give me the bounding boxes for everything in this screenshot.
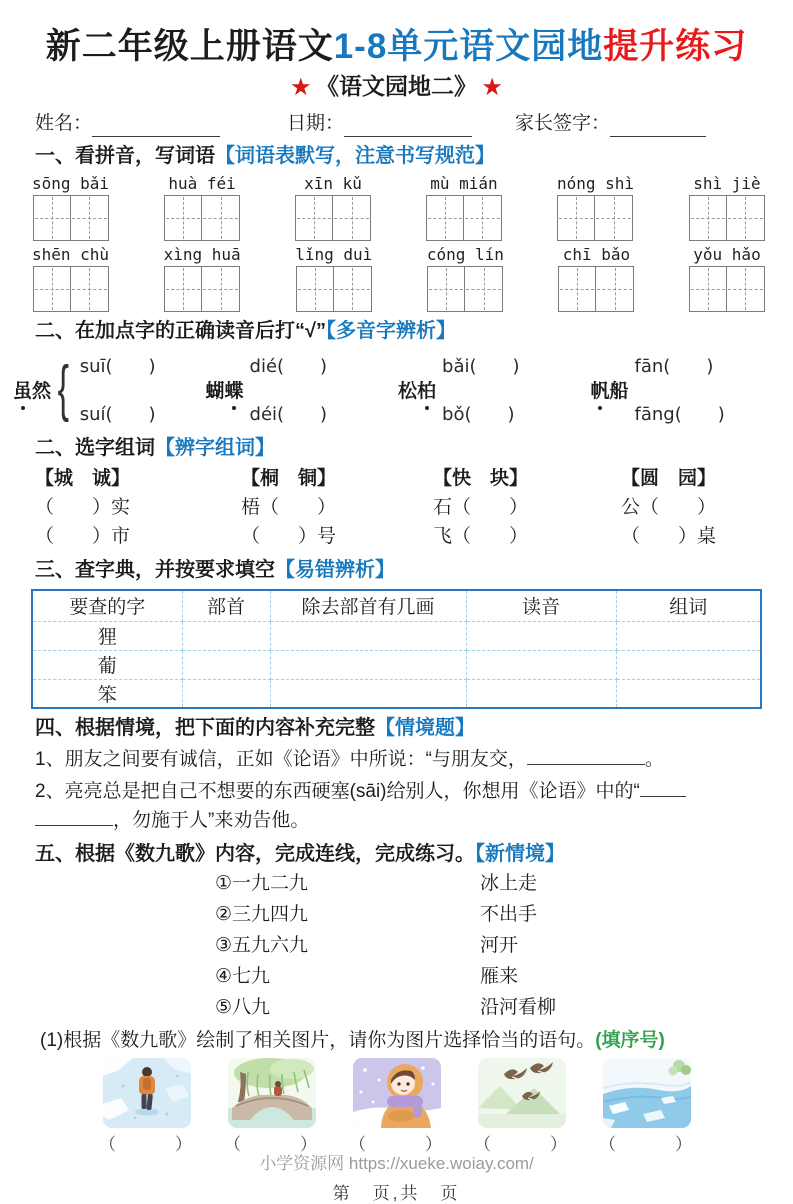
char: 船 [609,380,629,402]
pinyin-group [32,244,109,312]
section2-heading [35,318,758,345]
title-blue: 1-8单元语文园地 [333,27,604,66]
table-cell [616,679,761,708]
match-left-item: ④七九 [215,966,271,987]
table-row [32,621,761,650]
match-left-item: ⑤八九 [215,997,271,1018]
picture-cell [224,1058,319,1155]
dotted-char: 帆 [591,376,610,403]
name-blank-line [92,115,220,137]
section1-heading-text: 一、看拼音，写词语 [35,145,215,167]
table-row [32,650,761,679]
subquestion-1 [40,1027,773,1054]
pinyin-group [557,173,634,241]
match-right-item: 河开 [480,935,519,956]
writing-box [296,266,334,312]
polyphone-word [591,376,629,403]
writing-box [689,195,727,241]
match-row [215,899,793,930]
picture-answer-blank: （ ） [599,1135,694,1154]
match-row [215,868,793,899]
polyphone-word [398,376,436,403]
star-icon: ★ [291,76,311,99]
writing-grid [164,195,240,241]
pinyin-label: xīn kǔ [304,174,362,193]
writing-grid [689,195,765,241]
question-text: 2、亮亮总是把自己不想要的东西硬塞(sāi)给别人，你想用《论语》中的“ [35,781,640,802]
table-cell [270,621,466,650]
word-blank: （ ）市 [35,526,131,547]
match-row [215,992,793,1023]
section3-heading [35,435,758,462]
table-cell [466,679,616,708]
writing-grid [427,266,503,312]
table-cell [182,679,270,708]
writing-box [202,195,240,241]
table-header-row [32,590,761,621]
char: 松 [398,380,418,402]
word-blank: 公（ ） [621,497,717,518]
willow-bridge-image [228,1058,316,1128]
word-blank: （ ）桌 [621,526,717,547]
table-cell [182,621,270,650]
table-cell [270,679,466,708]
pinyin-label: shì jiè [693,174,761,193]
signature-field [515,111,758,137]
section3-tag: 【辨字组词】 [155,437,275,459]
dictionary-table [31,589,762,709]
answer-blank-line [640,777,686,797]
pinyin-row-2 [0,244,793,312]
writing-box [727,195,765,241]
writing-box [557,195,595,241]
section1-heading [35,143,758,170]
match-left-item: ①一九二九 [215,873,309,894]
picture-answer-blank: （ ） [99,1135,194,1154]
header-fields [35,111,758,137]
table-row [32,679,761,708]
picture-row [0,1058,793,1155]
picture-cell [349,1058,444,1155]
character-pair: 【圆 园】 [621,468,717,489]
section2-heading-text: 二、在加点字的正确读音后打“√” [35,320,326,342]
pinyin-group [689,173,765,241]
pinyin-group [164,173,240,241]
word-blank: 石（ ） [433,497,529,518]
pinyin-row-1 [0,173,793,241]
picture-cell [599,1058,694,1155]
writing-box [164,266,202,312]
pinyin-group [689,244,765,312]
match-row [215,961,793,992]
table-cell [466,621,616,650]
dotted-char: 蝶 [225,376,244,403]
question-1 [35,745,758,774]
pronunciation-options [635,352,725,426]
section4-heading-text: 三、查字典，并按要求填空 [35,559,275,581]
picture-answer-blank: （ ） [224,1135,319,1154]
date-blank-line [344,115,472,137]
unit-subtitle [0,72,793,103]
geese-flying-image [478,1058,566,1128]
word-blank: 飞（ ） [433,526,529,547]
pinyin-label: lǐng duì [295,245,373,264]
polyphone-item [206,349,399,429]
polyphone-exercise [13,349,783,429]
writing-box [71,195,109,241]
section6-tag: 【新情境】 [475,843,565,865]
column-header: 组词 [616,590,761,621]
writing-box [33,266,71,312]
pronunciation-option: bǒ( ) [442,404,515,425]
pronunciation-option: suī( ) [79,356,156,377]
picture-answer-blank: （ ） [474,1135,569,1154]
question-text: ，勿施于人”来劝告他。 [113,810,310,831]
brace-glyph: { [57,354,70,423]
writing-box [33,195,71,241]
polyphone-word [206,376,244,403]
table-cell [466,650,616,679]
word-blank: 梧（ ） [241,497,337,518]
writing-grid [33,195,109,241]
writing-grid [557,195,633,241]
char: 然 [32,380,52,402]
polyphone-item [398,349,591,429]
writing-box [427,266,465,312]
polyphone-word [13,376,51,403]
pronunciation-options [442,352,520,426]
dotted-char: 虽 [13,376,32,403]
pronunciation-option: dié( ) [249,356,328,377]
writing-box [71,266,109,312]
word-blank: （ ）实 [35,497,131,518]
name-field [35,111,287,137]
writing-box [426,195,464,241]
answer-blank-line [527,745,645,765]
polyphone-item [13,349,206,429]
picture-cell [99,1058,194,1155]
title-red: 提升练习 [603,27,748,66]
pinyin-label: huà féi [168,174,236,193]
subquestion-text: (1)根据《数九歌》绘制了相关图片，请你为图片选择恰当的语句。 [40,1030,596,1051]
pronunciation-option: fān( ) [634,356,714,377]
pinyin-label: xìng huā [163,245,241,264]
match-left-item: ③五九六九 [215,935,309,956]
column-header: 部首 [182,590,270,621]
title-black: 新二年级上册语文 [45,27,334,66]
writing-box [596,266,634,312]
match-left-item: ②三九四九 [215,904,309,925]
section5-tag: 【情境题】 [375,717,475,739]
site-link[interactable]: 小学资源网 https://xueke.woiay.com/ [259,1154,534,1173]
section3-heading-text: 二、选字组词 [35,437,155,459]
section6-heading [35,841,758,868]
character-pair: 【桐 铜】 [241,468,337,489]
table-cell [270,650,466,679]
writing-box [689,266,727,312]
date-label: 日期： [287,113,345,134]
writing-box [595,195,633,241]
signature-blank-line [610,115,706,137]
character-pair: 【城 诚】 [35,468,131,489]
name-label: 姓名： [35,113,93,134]
column-header: 除去部首有几画 [270,590,466,621]
section5-heading [35,715,758,742]
pinyin-group [295,173,371,241]
pinyin-group [164,244,241,312]
pinyin-label: mù mián [430,174,498,193]
pronunciation-options [80,352,156,426]
pinyin-group [558,244,634,312]
writing-box [464,195,502,241]
pronunciation-option: bǎi( ) [442,356,520,377]
section4-tag: 【易错辨析】 [275,559,395,581]
table-cell [182,650,270,679]
table-cell [616,621,761,650]
writing-box [202,266,240,312]
match-right-item: 沿河看柳 [480,997,557,1018]
writing-grid [689,266,765,312]
choose-character-exercise [35,464,773,551]
writing-grid [164,266,240,312]
table-cell: 狸 [32,621,182,650]
pinyin-group [426,173,502,241]
pinyin-label: shēn chù [32,245,110,264]
character-pair: 【快 块】 [433,468,529,489]
answer-blank-line [35,806,113,826]
char: 蝴 [205,380,225,402]
writing-box [295,195,333,241]
table-cell: 葡 [32,650,182,679]
pinyin-label: nóng shì [556,174,634,193]
writing-box [465,266,503,312]
table-cell [616,650,761,679]
match-right-item: 冰上走 [480,873,538,894]
column-header: 读音 [466,590,616,621]
writing-grid [296,266,372,312]
question-2 [35,777,758,835]
writing-grid [295,195,371,241]
section2-tag: 【多音字辨析】 [325,320,456,342]
section6-heading-text: 五、根据《数九歌》内容，完成连线，完成练习。 [35,843,475,865]
table-cell: 笨 [32,679,182,708]
river-ice-thaw-image [603,1058,691,1128]
question-text: 。 [644,749,664,770]
picture-cell [474,1058,569,1155]
column-header: 要查的字 [32,590,182,621]
winter-girl-image [353,1058,441,1128]
ice-walking-image [103,1058,191,1128]
page-title [0,24,793,70]
writing-box [727,266,765,312]
match-right-item: 不出手 [480,904,538,925]
pronunciation-options [250,352,328,426]
pinyin-group [427,244,504,312]
writing-box [164,195,202,241]
writing-box [558,266,596,312]
date-field [287,111,515,137]
writing-grid [558,266,634,312]
subtitle-text: 《语文园地二》 [316,74,477,99]
pronunciation-option: déi( ) [249,404,328,425]
word-blank: （ ）号 [241,526,337,547]
writing-box [334,266,372,312]
pinyin-label: chī bǎo [562,245,631,264]
signature-label: 家长签字： [515,113,611,134]
writing-grid [33,266,109,312]
pronunciation-option: suí( ) [79,404,156,425]
subquestion-tag: (填序号) [595,1030,665,1051]
pinyin-label: cóng lín [426,245,504,264]
polyphone-item [591,349,784,429]
writing-box [333,195,371,241]
pinyin-group [295,244,372,312]
pinyin-label: yǒu hǎo [693,245,761,264]
match-row [215,930,793,961]
pronunciation-option: fāng( ) [634,404,725,425]
dotted-char: 柏 [417,376,436,403]
section4-heading [35,557,758,584]
page-number-line: 第 页,共 页 [332,1184,461,1203]
pinyin-group [32,173,109,241]
picture-answer-blank: （ ） [349,1135,444,1154]
section5-heading-text: 四、根据情境，把下面的内容补充完整 [35,717,375,739]
pinyin-label: sōng bǎi [32,174,110,193]
match-right-item: 雁来 [480,966,519,987]
section1-tag: 【词语表默写，注意书写规范】 [215,145,495,167]
star-icon: ★ [482,76,502,99]
writing-grid [426,195,502,241]
question-text: 1、朋友之间要有诚信，正如《论语》中所说：“与朋友交， [35,749,527,770]
